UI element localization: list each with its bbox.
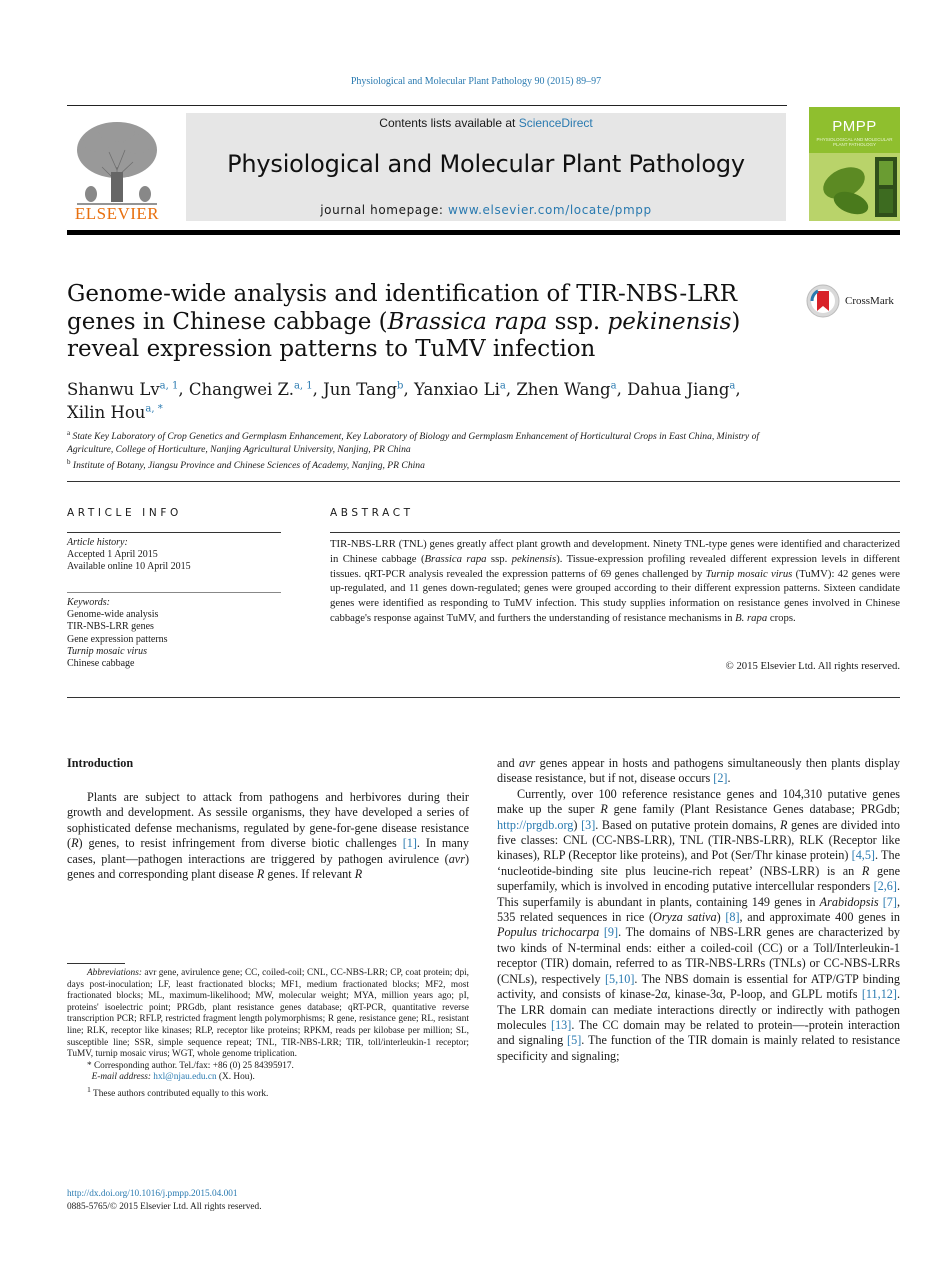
history-label: Article history:: [67, 537, 128, 548]
contents-prefix: Contents lists available at: [379, 116, 519, 130]
article-info-heading: ARTICLE INFO: [67, 507, 182, 519]
article-history: [67, 537, 281, 574]
body-column-left: [67, 790, 469, 882]
title-text-1: Genome-wide analysis and identification of TIR-NBS-LRR genes in Chinese cabbage (: [67, 281, 738, 335]
divider: [67, 532, 281, 533]
affiliation-b: $^b$ Institute of Botany, Jiangsu Province and Chinese Sciences of Academy, Nanjing, PR China: [67, 458, 425, 472]
citation-link[interactable]: [7]: [882, 894, 897, 909]
author[interactable]: Dahua Jiang$^a$: [627, 379, 736, 399]
paragraph: and avr genes appear in hosts and pathogens simultaneously then plants display disease resistance, but if not, disease occurs [2].: [497, 756, 901, 786]
abstract-copyright: © 2015 Elsevier Ltd. All rights reserved.: [725, 660, 900, 672]
divider: [330, 532, 900, 533]
citation-link[interactable]: [1]: [402, 836, 417, 851]
body-column-right: [497, 756, 900, 1064]
divider: [67, 697, 900, 698]
cover-title: PMPP: [832, 118, 877, 135]
accepted-date: Accepted 1 April 2015: [67, 549, 158, 561]
citation-link[interactable]: [11,12]: [861, 987, 897, 1002]
issn-copyright: 0885-5765/© 2015 Elsevier Ltd. All rights reserved.: [67, 1202, 262, 1212]
footnotes: [67, 968, 469, 1101]
email-footnote: E-mail address: hxl@njau.edu.cn (X. Hou).: [91, 1072, 255, 1083]
title-subspecies: pekinensis: [607, 308, 732, 335]
keyword: Chinese cabbage: [67, 658, 135, 670]
journal-reference[interactable]: Physiological and Molecular Plant Pathology 90 (2015) 89–97: [350, 76, 602, 87]
abstract-heading: ABSTRACT: [330, 507, 414, 519]
title-text-2: ssp.: [547, 308, 608, 335]
footnote-rule: [67, 963, 125, 964]
citation-link[interactable]: [8]: [725, 910, 740, 925]
keyword: Genome-wide analysis: [67, 609, 159, 621]
citation-link[interactable]: [13]: [551, 1017, 572, 1032]
crossmark-label[interactable]: CrossMark: [845, 295, 894, 307]
divider: [67, 481, 900, 482]
paragraph: Currently, over 100 reference resistance genes and 104,310 putative genes make up the super R gene family (Plant Resistance Genes database; PRGdb; http://prgdb.org) [3]. Based on putative protein domains, R genes are divided into five classes: CNL (CC-NBS-LRR), TNL (TIR-NBS-LRR), RLK (Receptor like kinases), RLP (Receptor like proteins), and Pot (Ser/Thr kinase protein) [4,5]. The ‘nucleotide-binding site plus leucine-rich repeat’ (NBS-LRR) is an R gene superfamily, which is involved in encoding putative intercellular responders [2,6]. This superfamily is abundant in plants, containing 149 genes in Arabidopsis [7], 535 related sequences in rice (Oryza sativa) [8], and approximate 400 genes in Populus trichocarpa [9]. The domains of NBS-LRR genes are characterized by two kinds of N-terminal ends: either a coiled-coil (CC) or a Toll/Interleukin-1 receptor (TIR) domain, referred to as TIR-NBS-LRRs (TNLs) or CC-NBS-LRRs (CNLs), respectively [5,10]. The NBS domain is essential for ATP/GTP binding activity, and consists of kinase-2α, kinase-3α, P-loop, and GLPL motifs [11,12]. The LRR domain can mediate interactions directly or indirectly with pathogen molecules [13]. The CC domain may be related to protein—-protein interaction and signaling [5]. The function of the TIR domain is mainly related to resistance specificity and signaling;: [497, 786, 901, 1063]
citation-link[interactable]: [4,5]: [851, 848, 875, 863]
online-date: Available online 10 April 2015: [67, 561, 191, 573]
email-link[interactable]: hxl@njau.edu.cn: [153, 1072, 217, 1083]
keyword: TIR-NBS-LRR genes: [67, 621, 154, 633]
contents-line: [186, 116, 786, 130]
author[interactable]: Zhen Wang$^a$: [516, 379, 617, 399]
keywords: [67, 597, 281, 670]
masthead-rule-bottom: [67, 230, 900, 235]
journal-title: Physiological and Molecular Plant Pathology: [227, 150, 745, 178]
article-title: [67, 281, 787, 364]
author[interactable]: Changwei Z.$^{a, 1}$: [188, 379, 313, 399]
keyword: Gene expression patterns: [67, 633, 168, 645]
author[interactable]: Yanxiao Li$^a$: [413, 379, 506, 399]
author-list: Shanwu Lv$^{a, 1}$, Changwei Z.$^{a, 1}$, Jun Tang$^b$, Yanxiao Li$^a$, Zhen Wang$^a$, Dahua Jiang$^a$, Xilin Hou$^{a, *}$: [67, 379, 741, 422]
citation-link[interactable]: [2]: [713, 771, 728, 786]
citation-link[interactable]: [2,6]: [873, 879, 897, 894]
author[interactable]: Shanwu Lv$^{a, 1}$: [67, 379, 179, 399]
journal-cover[interactable]: [809, 107, 900, 221]
author[interactable]: Jun Tang$^b$: [323, 379, 404, 399]
publisher-wordmark: ELSEVIER: [74, 204, 160, 223]
keyword: Turnip mosaic virus: [67, 645, 148, 657]
sciencedirect-link[interactable]: ScienceDirect: [518, 116, 593, 130]
abstract-text: TIR-NBS-LRR (TNL) genes greatly affect plant growth and development. Ninety TNL-type genes were identified and characterized in Chinese cabbage (Brassica rapa ssp. pekinensis). Tissue-expression profiling revealed different expression levels in different tissues. qRT-PCR analysis revealed the expression patterns of 69 genes challenged by Turnip mosaic virus (TuMV): 42 genes were up-regulated, and 11 genes down-regulated; genes were grouped according to their different expression patterns. Sixteen candidate genes were identified as responding to TuMV infection. This study supplies information on resistance genes involved in Chinese cabbage's response against TuMV, and furthers the understanding of resistance mechanisms in B. rapa crops.: [330, 538, 901, 624]
paragraph: Plants are subject to attack from pathogens and herbivores during their growth and development. As sessile organisms, they have developed a series of sophisticated defense mechanisms, regulated by gene-for-gene disease resistance (R) genes, to resist infringement from diverse biotic challenges [1]. In many cases, plant—pathogen interactions are triggered by pathogen avirulence (avr) genes and corresponding plant disease R genes. If relevant R: [67, 790, 469, 882]
title-text-3: ) reveal expression patterns to TuMV infection: [67, 308, 741, 362]
citation-link[interactable]: [3]: [581, 817, 596, 832]
homepage-prefix: journal homepage:: [320, 203, 448, 217]
divider: [67, 592, 281, 593]
abbreviations-footnote: Abbreviations: avr gene, avirulence gene; CC, coiled-coil; CNL, CC-NBS-LRR; CP, coat protein; dpi, days post-inoculation; LF, least fractionated blocks; MF1, medium fractionated blocks; MF2, most fractionated blocks; ML, maximum-likelihood; MW, molecular weight; MYA, million years ago; pI, proteins' isoelectric point; PRGdb, plant resistance genes database; qRT-PCR, quantitative reverse transcription PCR; RFLP, restricted fragment length polymorphisms; R gene, resistance gene; RL, resistant line; RLK, receptor like kinases; RLP, receptor like proteins; RPKM, reads per kilobase per million; SL, susceptible line; SSR, simple sequence repeat; TNL, TIR-NBS-LRR; TIR, toll/interleukin-1 receptor; TuMV, turnip mosaic virus; WGT, whole genome triplication.: [67, 968, 469, 1060]
affiliations: [67, 427, 787, 473]
author[interactable]: Xilin Hou$^{a, *}$: [67, 403, 163, 422]
masthead-rule-top: [67, 105, 787, 106]
prgdb-link[interactable]: http://prgdb.org: [497, 817, 574, 832]
cover-subtitle: PHYSIOLOGICAL AND MOLECULAR PLANT PATHOLOGY: [816, 137, 893, 147]
corresponding-author-footnote: * Corresponding author. Tel./fax: +86 (0) 25 84395917.: [87, 1060, 294, 1071]
citation-link[interactable]: [9]: [603, 925, 619, 940]
cover-leaf-image: [809, 153, 900, 221]
citation-link[interactable]: [5]: [567, 1033, 582, 1048]
equal-contribution-footnote: $^1$ These authors contributed equally to this work.: [87, 1084, 269, 1100]
keywords-label: Keywords:: [67, 597, 110, 608]
section-heading-introduction: Introduction: [67, 756, 134, 770]
title-species: Brassica rapa: [387, 308, 548, 335]
homepage-link[interactable]: www.elsevier.com/locate/pmpp: [448, 203, 652, 217]
affiliation-a: $^a$ State Key Laboratory of Crop Genetics and Germplasm Enhancement, Key Laboratory of Biology and Germplasm Enhancement of Horticultural Crops in East China, Ministry of Agriculture, College of Horticulture, Nanjing Agricultural University, Nanjing, PR China: [67, 429, 760, 455]
citation-link[interactable]: [5,10]: [604, 971, 635, 986]
doi-link[interactable]: http://dx.doi.org/10.1016/j.pmpp.2015.04.001: [67, 1189, 238, 1199]
homepage-line: [186, 203, 786, 217]
crossmark-icon[interactable]: [806, 284, 840, 318]
